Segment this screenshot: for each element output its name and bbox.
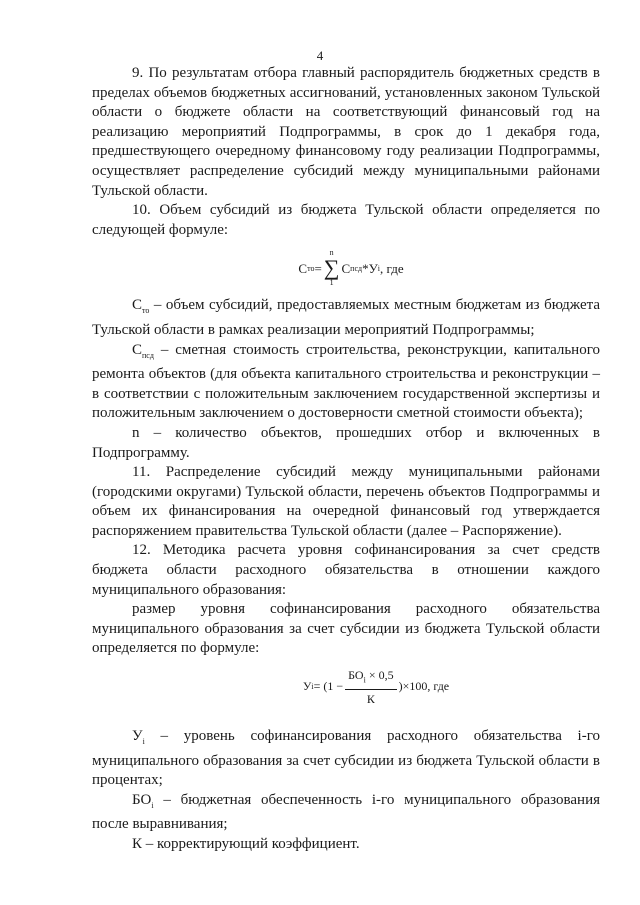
paragraph-9: 9. По результатам отбора главный распорядитель бюджетных средств в пределах объемов бюджетных ассигнований, установленных законом Тульской области о бюджете области на соответствующий финансовый год на реализацию мероприятий Подпрограммы, в срок до 1 декабря года, предшествующего очередному финансовому году реализации Подпрограммы, осуществляет распределение субсидий между муниципальными районами Тульской области. — [92, 65, 600, 199]
summation-icon — [324, 248, 340, 288]
formula2-eq-open: = (1 − — [313, 679, 344, 694]
def-yi-symbol: У — [132, 728, 143, 745]
def-boi-sub: i — [151, 800, 154, 810]
formula1-factor-sub: i — [377, 263, 381, 273]
formula-cofinancing-level — [92, 659, 600, 715]
def-yi-sub: i — [142, 737, 145, 747]
sum-upper-limit: n — [329, 248, 334, 258]
formula1-eq: = — [314, 260, 322, 276]
def-cto-sub: то — [142, 306, 150, 316]
fraction-denominator: К — [366, 692, 375, 707]
def-cpsd-sub: псд — [142, 350, 154, 360]
paragraph-12: 12. Методика расчета уровня софинансирования за счет средств бюджета области расходного обязательства в отношении каждого муниципального образования: — [92, 542, 600, 598]
def-boi-text: – бюджетная обеспеченность i-го муниципального образования после выравнивания; — [92, 791, 600, 833]
page-number: 4 — [316, 48, 324, 63]
paragraph-10: 10. Объем субсидий из бюджета Тульской области определяется по следующей формуле: — [92, 202, 600, 238]
definition-n: n – количество объектов, прошедших отбор и включенных в Подпрограмму. — [92, 424, 600, 461]
formula1-lhs-sub: то — [307, 263, 315, 273]
def-yi-text: – уровень софинансирования расходного обязательства i-го муниципального образования за счет субсидии из бюджета Тульской области в процентах; — [92, 728, 600, 789]
formula1-term-sub: псд — [350, 263, 363, 273]
formula1-times: * — [362, 260, 369, 276]
definition-cto — [92, 296, 600, 340]
def-cto-text: – объем субсидий, предоставляемых местным бюджетам из бюджета Тульской области в рамках реализации мероприятий Подпрограммы; — [92, 297, 600, 338]
fraction-numerator — [345, 667, 397, 690]
numerator-symbol: БО — [348, 667, 364, 682]
formula1-term: С — [341, 260, 351, 276]
formula2-lhs: У — [302, 679, 312, 694]
definition-yi — [92, 727, 600, 791]
formula1-tail: , где — [380, 260, 404, 276]
paragraph-11: 11. Распределение субсидий между муниципальными районами (городскими округами) Тульской области, перечень объектов Подпрограммы и объем их финансирования на очередной финансовый год утверждается распоряжением правительства Тульской области (далее – Распоряжение). — [92, 464, 600, 539]
def-cto-symbol: С — [132, 297, 143, 314]
def-cpsd-text: – сметная стоимость строительства, реконструкции, капитального ремонта объектов (для объекта капитального строительства и реконструкции – в соответствии с положительным заключением государственной экспертизы и положительным заключением о достоверности сметной стоимости объекта); — [92, 341, 600, 422]
def-boi-symbol: БО — [132, 791, 152, 808]
formula2-tail: )×100, где — [398, 679, 450, 694]
formula1-factor: У — [368, 260, 378, 276]
formula2-lhs-sub: i — [311, 682, 314, 692]
sum-sign: ∑ — [323, 255, 340, 281]
sum-lower-limit: 1 — [329, 278, 334, 288]
formula1-lhs: С — [298, 260, 308, 276]
definition-cpsd — [92, 341, 600, 424]
def-cpsd-symbol: С — [132, 341, 143, 358]
numerator-sub: i — [363, 675, 366, 685]
definition-k: К – корректирующий коэффициент. — [132, 836, 360, 852]
formula2-fraction — [345, 667, 397, 707]
paragraph-12-formula-intro: размер уровня софинансирования расходного обязательства муниципального образования за счет субсидии из бюджета Тульской области определяется по формуле: — [92, 601, 600, 657]
definition-boi — [92, 791, 600, 835]
document-body — [92, 64, 600, 855]
formula-subsidy-volume — [92, 240, 600, 296]
numerator-tail: × 0,5 — [365, 667, 394, 682]
